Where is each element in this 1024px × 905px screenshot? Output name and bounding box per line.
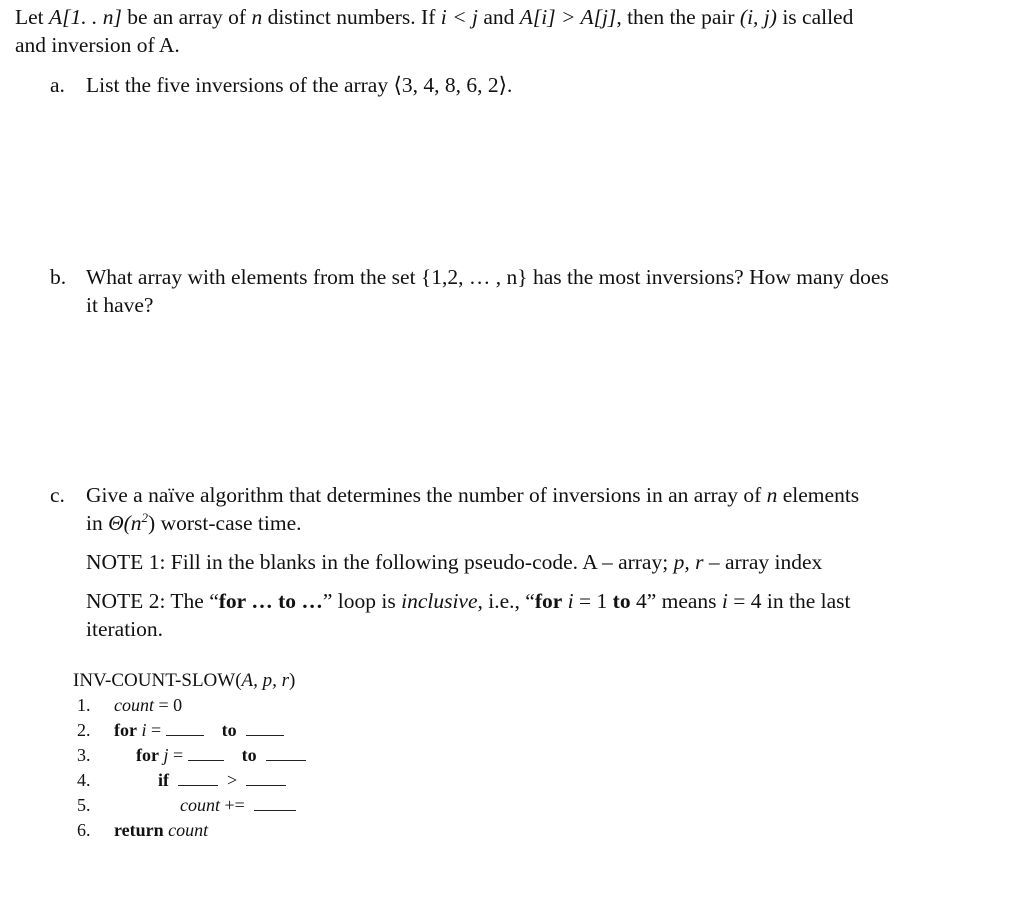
code-var: count	[114, 695, 154, 715]
line-number: 6.	[77, 820, 91, 840]
note-text: 4” means	[630, 589, 722, 613]
procedure-header	[73, 670, 295, 692]
line-number: 2.	[77, 720, 91, 740]
part-c-question	[86, 482, 859, 508]
question-text: Give a naïve algorithm that determines the number of inversions in an array of	[86, 483, 767, 507]
blank-end-j[interactable]	[266, 746, 306, 761]
code-line-3	[77, 744, 91, 766]
note-vars: p, r	[673, 550, 704, 574]
intro-text: and	[477, 5, 520, 29]
blank-if-right[interactable]	[246, 771, 286, 786]
note-text: = 4 in the last	[727, 589, 851, 613]
note-text: – array index	[703, 550, 823, 574]
intro-line-1	[15, 4, 853, 30]
note-2	[86, 588, 851, 614]
code-keyword: to	[221, 720, 237, 740]
code-var: count	[163, 820, 209, 840]
code-line-6	[77, 819, 91, 841]
code-keyword: to	[241, 745, 257, 765]
code-keyword: for	[136, 745, 159, 765]
intro-text: , then the pair	[616, 5, 740, 29]
code-var: i	[136, 720, 147, 740]
code-line-4	[77, 769, 91, 791]
code-text: = 0	[154, 695, 183, 715]
blank-if-left[interactable]	[178, 771, 218, 786]
code-line-1-body	[114, 694, 182, 716]
blank-start-i[interactable]	[166, 721, 204, 736]
intro-text: is called	[776, 5, 854, 29]
array-notation: A[1. . n]	[49, 5, 122, 29]
part-c-question-line-2	[86, 510, 302, 536]
code-keyword: return	[114, 820, 164, 840]
blank-count-add[interactable]	[254, 796, 296, 811]
code-line-5	[77, 794, 91, 816]
code-keyword: for	[114, 720, 137, 740]
line-number: 4.	[77, 770, 91, 790]
variable-n: n	[251, 5, 263, 29]
question-text: has the most inversions? How many does	[527, 265, 889, 289]
code-line-2	[77, 719, 91, 741]
procedure-params: A, p, r	[241, 670, 290, 691]
part-b-question-line-2: it have?	[86, 293, 154, 317]
question-text: elements	[777, 483, 860, 507]
question-text: List the five inversions of the array	[86, 73, 394, 97]
note-2-line-2: iteration.	[86, 617, 164, 641]
question-text: .	[507, 73, 513, 97]
note-text: NOTE 1: Fill in the blanks in the following pseudo-code. A – array;	[86, 550, 674, 574]
code-line-1	[77, 694, 91, 716]
part-a-question	[86, 72, 512, 98]
part-b-question	[86, 264, 889, 290]
condition: A[i] > A[j]	[519, 5, 617, 29]
note-keyword: to	[612, 589, 631, 613]
part-c-marker: c.	[50, 483, 65, 507]
exponent: 2	[141, 509, 149, 525]
code-keyword: if	[158, 770, 169, 790]
code-operator: >	[227, 770, 238, 790]
code-line-4-body	[158, 769, 286, 791]
note-var: i	[562, 589, 574, 613]
procedure-name: INV-COUNT-SLOW(	[73, 670, 242, 691]
note-text: ” loop is	[322, 589, 402, 613]
code-var: j	[158, 745, 169, 765]
blank-end-i[interactable]	[246, 721, 284, 736]
code-line-5-body	[180, 794, 296, 816]
intro-text: Let	[15, 5, 50, 29]
intro-text: distinct numbers. If	[262, 5, 441, 29]
question-text: What array with elements from the set	[86, 265, 421, 289]
code-var: count	[180, 795, 220, 815]
code-text: =	[168, 745, 188, 765]
part-a-marker: a.	[50, 73, 65, 97]
complexity: )	[148, 511, 156, 535]
set-literal: {1,2, … , n}	[420, 265, 528, 289]
code-text: +=	[220, 795, 245, 815]
note-keyword: for … to …	[218, 589, 323, 613]
note-keyword: for	[534, 589, 563, 613]
complexity: Θ(n	[108, 511, 142, 535]
note-text: NOTE 2: The “	[86, 589, 219, 613]
line-number: 5.	[77, 795, 91, 815]
code-text: =	[146, 720, 166, 740]
intro-line-2: and inversion of A.	[15, 33, 180, 57]
note-text: , i.e., “	[477, 589, 535, 613]
code-line-3-body	[136, 744, 306, 766]
note-var: i	[721, 589, 728, 613]
note-text: = 1	[573, 589, 613, 613]
part-b-marker: b.	[50, 265, 67, 289]
question-text: in	[86, 511, 109, 535]
condition: i < j	[440, 5, 478, 29]
code-line-2-body	[114, 719, 284, 741]
note-1	[86, 549, 822, 575]
code-line-6-body	[114, 819, 208, 841]
array-literal: ⟨3, 4, 8, 6, 2⟩	[393, 73, 508, 97]
intro-text: be an array of	[121, 5, 252, 29]
blank-start-j[interactable]	[188, 746, 224, 761]
variable-n: n	[766, 483, 778, 507]
line-number: 3.	[77, 745, 91, 765]
question-text: worst-case time.	[155, 511, 302, 535]
pair: (i, j)	[739, 5, 777, 29]
note-emphasis: inclusive	[401, 589, 478, 613]
procedure-name: )	[289, 670, 296, 691]
line-number: 1.	[77, 695, 91, 715]
